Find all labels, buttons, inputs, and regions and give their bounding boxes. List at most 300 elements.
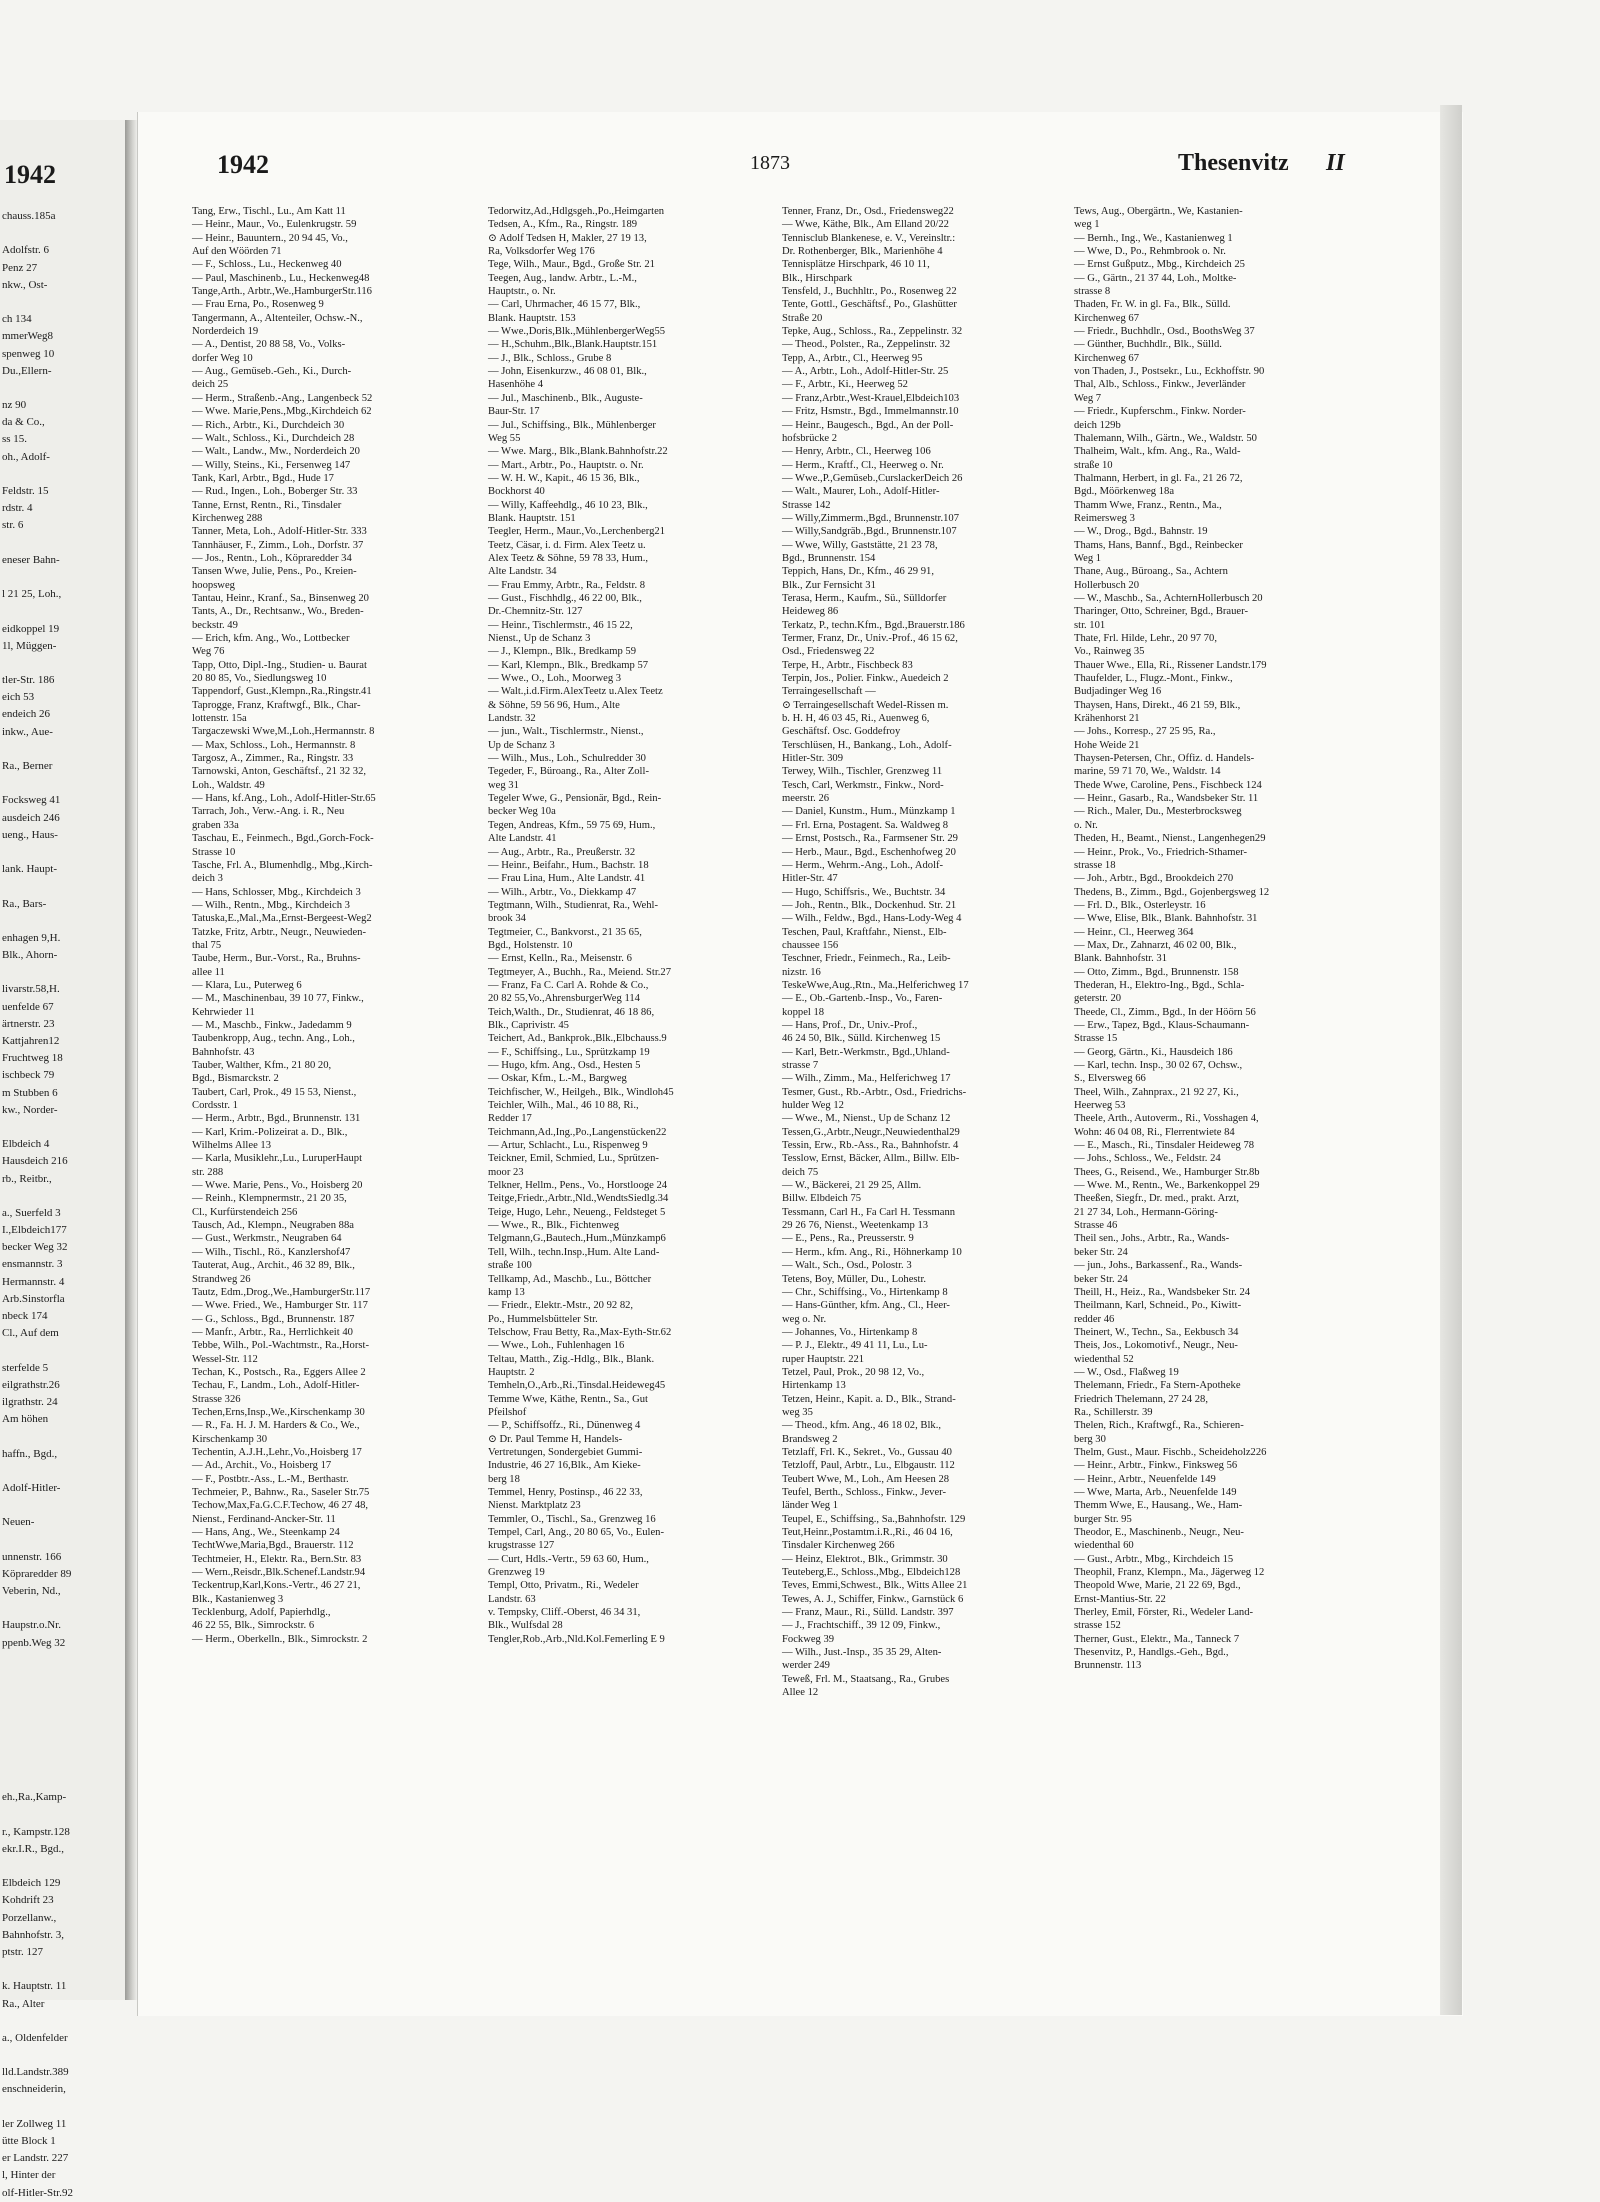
directory-entry-line: — Herm., Arbtr., Bgd., Brunnenstr. 131 bbox=[192, 1113, 361, 1125]
directory-entry-line: — Jul., Schiffsing., Blk., Mühlenberger bbox=[488, 419, 656, 431]
directory-entry-line: Tengler,Rob.,Arb.,Nld.Kol.Femerling E 9 bbox=[488, 1633, 665, 1645]
directory-entry-line: chaussee 156 bbox=[782, 939, 839, 951]
directory-entry-line: — Curt, Hdls.-Vertr., 59 63 60, Hum., bbox=[488, 1553, 649, 1565]
directory-entry-line: — J., Klempn., Blk., Bredkamp 59 bbox=[488, 646, 637, 658]
directory-entry-line: Theinert, W., Techn., Sa., Eekbusch 34 bbox=[1074, 1326, 1239, 1338]
left-page-fragment bbox=[2, 225, 73, 242]
directory-entry-line: Taprogge, Franz, Kraftwgf., Blk., Char- bbox=[192, 699, 361, 711]
directory-entry-line: Hirtenkamp 13 bbox=[782, 1380, 846, 1392]
directory-entry-line: — Frl. D., Blk., Osterleystr. 16 bbox=[1074, 899, 1206, 911]
directory-entry-line: — Ernst, Kelln., Ra., Meisenstr. 6 bbox=[488, 953, 632, 965]
directory-entry-line: Teupel, E., Schiffsing., Sa.,Bahnhofstr. 129 bbox=[782, 1513, 966, 1525]
directory-entry-line: — Franz, Fa C. Carl A. Rohde & Co., bbox=[488, 979, 649, 991]
directory-entry-line: Tetzel, Paul, Prok., 20 98 12, Vo., bbox=[782, 1366, 925, 1378]
directory-entry-line: — Wwe.,P.,Gemüseb.,CurslackerDeich 26 bbox=[782, 472, 963, 484]
left-page-fragment: Neuen- bbox=[2, 1516, 35, 1529]
directory-entry-line: — Aug., Gemüseb.-Geh., Ki., Durch- bbox=[192, 366, 352, 378]
directory-entry-line: Osd., Friedensweg 22 bbox=[782, 646, 875, 658]
left-page-fragment: r., Kampstr.128 bbox=[2, 1825, 70, 1838]
directory-entry-line: Thalemann, Wilh., Gärtn., We., Waldstr. 50 bbox=[1074, 432, 1257, 444]
left-page-fragment bbox=[2, 913, 73, 930]
left-page-fragment: ptstr. 127 bbox=[2, 1945, 43, 1958]
directory-entry-line: Tesmer, Gust., Rb.-Arbtr., Osd., Friedrichs- bbox=[782, 1086, 967, 1098]
directory-entry-line: — Frau Lina, Hum., Alte Landstr. 41 bbox=[488, 873, 646, 885]
left-page-fragment bbox=[2, 1703, 73, 1720]
directory-entry-line: Landstr. 32 bbox=[488, 713, 536, 725]
directory-entry-line: — Theod., Polster., Ra., Zeppelinstr. 32 bbox=[782, 339, 951, 351]
directory-entry-line: Theede, Cl., Zimm., Bgd., In der Höörn 56 bbox=[1074, 1006, 1256, 1018]
directory-entry-line: lottenstr. 15a bbox=[192, 713, 247, 725]
directory-entry-line: Tegeler Wwe, G., Pensionär, Bgd., Rein- bbox=[488, 793, 662, 805]
directory-entry-line: Tessen,G.,Arbtr.,Neugr.,Neuwiedenthal29 bbox=[782, 1126, 960, 1138]
directory-entry-line: Up de Schanz 3 bbox=[488, 739, 555, 751]
left-page-fragment bbox=[2, 535, 73, 552]
left-page-fragment bbox=[2, 1188, 73, 1205]
directory-entry-line: — Karl, Klempn., Blk., Bredkamp 57 bbox=[488, 659, 649, 671]
directory-entry-line: Dr.-Chemnitz-Str. 127 bbox=[488, 606, 583, 618]
directory-entry-line: Teubert Wwe, M., Loh., Am Heesen 28 bbox=[782, 1473, 950, 1485]
directory-entry-line: — Wwe. M., Rentn., We., Barkenkoppel 29 bbox=[1074, 1180, 1260, 1192]
directory-entry-line: 29 26 76, Nienst., Weetenkamp 13 bbox=[782, 1220, 929, 1232]
directory-entry-line: Telgmann,G.,Bautech.,Hum.,Münzkamp6 bbox=[488, 1233, 666, 1245]
directory-entry-line: Kirschenkamp 30 bbox=[192, 1433, 268, 1445]
directory-entry-line: — Ad., Archit., Vo., Hoisberg 17 bbox=[192, 1460, 332, 1472]
page-number: 1873 bbox=[750, 152, 790, 174]
directory-entry-line: Tensfeld, J., Buchhltr., Po., Rosenweg 22 bbox=[782, 286, 957, 298]
directory-entry-line: Wilhelms Allee 13 bbox=[192, 1140, 272, 1152]
directory-entry-line: Teuteberg,E., Schloss.,Mbg., Elbdeich128 bbox=[782, 1567, 961, 1579]
left-page-fragment: eh.,Ra.,Kamp- bbox=[2, 1791, 67, 1804]
directory-entry-line: — Wilh., Feldw., Bgd., Hans-Lody-Weg 4 bbox=[782, 913, 962, 925]
directory-entry-line: — Otto, Zimm., Bgd., Brunnenstr. 158 bbox=[1074, 966, 1239, 978]
left-page-fragment: ütte Block 1 bbox=[2, 2135, 56, 2147]
left-page-fragment bbox=[2, 1497, 73, 1514]
page-year: 1942 bbox=[217, 150, 269, 179]
directory-entry-line: — Günther, Buchhdlr., Blk., Sülld. bbox=[1074, 339, 1222, 351]
left-page-fragment: ensmannstr. 3 bbox=[2, 1258, 63, 1271]
directory-entry-line: TeskeWwe,Aug.,Rtn., Ma.,Helferichweg 17 bbox=[782, 979, 969, 991]
directory-entry-line: str. 101 bbox=[1074, 619, 1106, 631]
left-page-fragment: kw., Norder- bbox=[2, 1103, 58, 1116]
left-page-fragment: Kohdrift 23 bbox=[2, 1894, 54, 1907]
directory-entry-line: Weg 55 bbox=[488, 432, 521, 444]
left-page-fragment bbox=[2, 1806, 73, 1823]
left-page-fragment: Veberin, Nd., bbox=[2, 1585, 61, 1597]
left-page-fragment: enhagen 9,H. bbox=[2, 931, 61, 944]
directory-entry-line: Kirchenweg 67 bbox=[1074, 312, 1140, 324]
directory-column-2 bbox=[488, 205, 777, 1646]
directory-entry-line: — Fritz, Hsmstr., Bgd., Immelmannstr.10 bbox=[782, 406, 959, 418]
directory-entry-line: Landstr. 63 bbox=[488, 1593, 536, 1605]
directory-entry-line: Thees, G., Reisend., We., Hamburger Str.8b bbox=[1074, 1166, 1260, 1178]
directory-entry-line: S., Elversweg 66 bbox=[1074, 1073, 1146, 1085]
left-page-fragment: tler-Str. 186 bbox=[2, 674, 55, 687]
left-page-fragment: Elbdeich 129 bbox=[2, 1877, 61, 1890]
directory-entry-line: Tannhäuser, F., Zimm., Loh., Dorfstr. 37 bbox=[192, 539, 364, 551]
directory-entry-line: Tetzlaff, Frl. K., Sekret., Vo., Gussau 40 bbox=[782, 1446, 952, 1458]
left-page-fragment: Blk., Ahorn- bbox=[2, 949, 58, 962]
directory-entry-line: — M., Maschb., Finkw., Jadedamm 9 bbox=[192, 1019, 352, 1031]
directory-entry-line: — Willy, Steins., Ki., Fersenweg 147 bbox=[192, 459, 351, 471]
directory-entry-line: Thal, Alb., Schloss., Finkw., Jeverländer bbox=[1074, 379, 1246, 391]
directory-entry-line: Strasse 46 bbox=[1074, 1220, 1118, 1232]
directory-entry-line: — Walt., Landw., Mw., Norderdeich 20 bbox=[192, 446, 360, 458]
directory-entry-line: beker Str. 24 bbox=[1074, 1273, 1128, 1285]
directory-entry-line: — Johs., Korresp., 27 25 95, Ra., bbox=[1074, 726, 1216, 738]
directory-entry-line: — Wwe. Fried., We., Hamburger Str. 117 bbox=[192, 1300, 368, 1312]
directory-entry-line: Taschau, E., Feinmech., Bgd.,Gorch-Fock- bbox=[192, 833, 374, 845]
directory-entry-line: Teetz, Cäsar, i. d. Firm. Alex Teetz u. bbox=[488, 539, 646, 551]
directory-entry-line: Tangermann, A., Altenteiler, Ochsw.-N., bbox=[192, 312, 363, 324]
directory-entry-line: wiedenthal 60 bbox=[1074, 1540, 1134, 1552]
directory-entry-line: redder 46 bbox=[1074, 1313, 1115, 1325]
directory-entry-line: Tetzloff, Paul, Arbtr., Lu., Elbgaustr. 112 bbox=[782, 1460, 955, 1472]
left-page-fragment bbox=[2, 1652, 73, 1669]
directory-entry-line: Hauptstr. 2 bbox=[488, 1366, 535, 1378]
directory-entry-line: — Friedr., Buchhdlr., Osd., BoothsWeg 37 bbox=[1074, 326, 1255, 338]
directory-entry-line: Tebbe, Wilh., Pol.-Wachtmstr., Ra.,Horst- bbox=[192, 1340, 369, 1352]
directory-entry-line: — Friedr., Kupferschm., Finkw. Norder- bbox=[1074, 406, 1246, 418]
directory-entry-line: Tegtmann, Wilh., Studienrat, Ra., Wehl- bbox=[488, 899, 659, 911]
directory-entry-line: Tennisclub Blankenese, e. V., Vereinsltr.: bbox=[782, 232, 956, 244]
directory-entry-line: von Thaden, J., Postsekr., Lu., Eckhoffstr. 90 bbox=[1074, 366, 1265, 378]
directory-entry-line: — Herb., Maur., Bgd., Eschenhofweg 20 bbox=[782, 846, 956, 858]
directory-entry-line: — Hugo, Schiffsris., We., Buchtstr. 34 bbox=[782, 886, 946, 898]
left-page-fragment bbox=[2, 964, 73, 981]
left-page-fragment: Ra., Bars- bbox=[2, 897, 47, 910]
directory-entry-line: Hauptstr., o. Nr. bbox=[488, 286, 556, 298]
directory-entry-line: Teichler, Wilh., Mal., 46 10 88, Ri., bbox=[488, 1100, 639, 1112]
directory-entry-line: — Aug., Arbtr., Ra., Preußerstr. 32 bbox=[488, 846, 636, 858]
directory-entry-line: Tauber, Walther, Kfm., 21 80 20, bbox=[192, 1060, 332, 1071]
left-page-fragment: a., Suerfeld 3 bbox=[2, 1206, 61, 1219]
left-page-fragment: chauss.185a bbox=[2, 210, 56, 222]
directory-entry-line: — Wwe. Marie,Pens.,Mbg.,Kirchdeich 62 bbox=[192, 406, 372, 418]
directory-entry-line: strasse 7 bbox=[782, 1060, 819, 1071]
left-page-fragment: Hausdeich 216 bbox=[2, 1155, 68, 1168]
directory-entry-line: — Hans, Prof., Dr., Univ.-Prof., bbox=[782, 1019, 918, 1031]
directory-entry-line: — Johannes, Vo., Hirtenkamp 8 bbox=[782, 1326, 918, 1338]
left-page-fragment: str. 6 bbox=[2, 519, 24, 532]
directory-entry-line: — Frau Erna, Po., Rosenweg 9 bbox=[192, 299, 324, 311]
directory-entry-line: dorfer Weg 10 bbox=[192, 352, 253, 364]
directory-entry-line: Bgd., Bismarckstr. 2 bbox=[192, 1073, 279, 1085]
directory-entry-line: — Karl, Krim.-Polizeirat a. D., Blk., bbox=[192, 1126, 348, 1138]
directory-entry-line: — W. H. W., Kapit., 46 15 36, Blk., bbox=[488, 472, 640, 484]
left-page-fragment: eilgrathstr.26 bbox=[2, 1378, 60, 1391]
left-page-fragment bbox=[2, 1721, 73, 1738]
directory-entry-line: Nienst., Up de Schanz 3 bbox=[488, 633, 591, 644]
directory-entry-line: Teufel, Berth., Schloss., Finkw., Jever- bbox=[782, 1487, 947, 1498]
directory-entry-line: berg 30 bbox=[1074, 1433, 1106, 1445]
directory-entry-line: brook 34 bbox=[488, 913, 526, 925]
directory-entry-line: hulder Weg 12 bbox=[782, 1100, 844, 1112]
directory-entry-line: — Ernst, Postsch., Ra., Farmsener Str. 29 bbox=[782, 833, 958, 845]
left-page-fragment bbox=[2, 1669, 73, 1686]
directory-entry-line: marine, 59 71 70, We., Waldstr. 14 bbox=[1074, 766, 1221, 778]
directory-entry-line: — Manfr., Arbtr., Ra., Herrlichkeit 40 bbox=[192, 1326, 353, 1338]
directory-entry-line: — Wwe, Willy, Gaststätte, 21 23 78, bbox=[782, 539, 938, 551]
left-page-fragment: eich 53 bbox=[2, 691, 35, 704]
directory-entry-line: Brandsweg 2 bbox=[782, 1433, 838, 1445]
directory-entry-line: weg 31 bbox=[488, 779, 519, 791]
directory-entry-line: — Wilh., Just.-Insp., 35 35 29, Alten- bbox=[782, 1647, 942, 1659]
left-page-fragment: da & Co., bbox=[2, 416, 45, 429]
directory-entry-line: — Mart., Arbtr., Po., Hauptstr. o. Nr. bbox=[488, 459, 644, 471]
directory-entry-line: Thesenvitz, P., Handlgs.-Geh., Bgd., bbox=[1074, 1647, 1229, 1659]
directory-entry-line: Pfeilshof bbox=[488, 1406, 527, 1418]
directory-entry-line: Telschow, Frau Betty, Ra.,Max-Eyth-Str.62 bbox=[488, 1326, 672, 1338]
left-page-fragment: Focksweg 41 bbox=[2, 794, 61, 807]
directory-entry-line: Bockhorst 40 bbox=[488, 486, 545, 498]
directory-entry-line: — Joh., Arbtr., Bgd., Brookdeich 270 bbox=[1074, 873, 1234, 885]
directory-entry-line: — Herm., Wehrm.-Ang., Loh., Adolf- bbox=[782, 859, 944, 871]
directory-entry-line: Kehrwieder 11 bbox=[192, 1006, 255, 1018]
directory-entry-line: Thelm, Gust., Maur. Fischb., Scheideholz226 bbox=[1074, 1446, 1267, 1458]
left-page-fragment bbox=[2, 1738, 73, 1755]
directory-entry-line: Thaysen-Petersen, Chr., Offiz. d. Handels- bbox=[1074, 753, 1255, 765]
directory-entry-line: Tecklenburg, Adolf, Papierhdlg., bbox=[192, 1607, 331, 1619]
directory-entry-line: Theel, Wilh., Zahnprax., 21 92 27, Ki., bbox=[1074, 1086, 1239, 1098]
directory-entry-line: — P. J., Elektr., 49 41 11, Lu., Lu- bbox=[782, 1340, 928, 1352]
left-page-fragment bbox=[2, 655, 73, 672]
directory-entry-line: koppel 18 bbox=[782, 1006, 825, 1018]
directory-entry-line: Auf den Wöörden 71 bbox=[192, 246, 282, 258]
directory-entry-line: Cordsstr. 1 bbox=[192, 1100, 238, 1112]
directory-entry-line: — Theod., kfm. Ang., 46 18 02, Blk., bbox=[782, 1420, 942, 1432]
directory-entry-line: Teschner, Friedr., Feinmech., Ra., Leib- bbox=[782, 953, 951, 965]
directory-entry-line: Teckentrup,Karl,Kons.-Vertr., 46 27 21, bbox=[192, 1580, 361, 1592]
directory-entry-line: Theodor, E., Maschinenb., Neugr., Neu- bbox=[1074, 1527, 1244, 1539]
left-page-fragment: ischbeck 79 bbox=[2, 1069, 55, 1082]
left-page-fragment: Ra., Alter bbox=[2, 1997, 45, 2010]
left-page-fragment: livarstr.58,H. bbox=[2, 983, 60, 996]
left-page-fragment: Cl., Auf dem bbox=[2, 1327, 59, 1340]
directory-entry-line: — Jos., Rentn., Loh., Köpraredder 34 bbox=[192, 552, 352, 564]
directory-entry-line: Fockweg 39 bbox=[782, 1633, 835, 1645]
left-page-fragment: eneser Bahn- bbox=[2, 553, 60, 566]
directory-entry-line: Thamm Wwe, Franz., Rentn., Ma., bbox=[1074, 499, 1222, 511]
directory-entry-line: Tetens, Boy, Müller, Du., Lohestr. bbox=[782, 1273, 927, 1285]
directory-entry-line: — Wern.,Reisdr.,Blk.Schenef.Landstr.94 bbox=[192, 1567, 366, 1579]
directory-entry-line: Tell, Wilh., techn.Insp.,Hum. Alte Land- bbox=[488, 1246, 660, 1258]
directory-entry-line: — John, Eisenkurzw., 46 08 01, Blk., bbox=[488, 366, 647, 378]
directory-entry-line: Hollerbusch 20 bbox=[1074, 579, 1140, 591]
directory-entry-line: Bgd., Brunnenstr. 154 bbox=[782, 552, 876, 564]
directory-entry-line: Targaczewski Wwe,M.,Loh.,Hermannstr. 8 bbox=[192, 726, 375, 738]
left-page-fragment: uenfelde 67 bbox=[2, 1000, 54, 1013]
directory-entry-line: Teppich, Hans, Dr., Kfm., 46 29 91, bbox=[782, 566, 934, 578]
left-page-fragment: Am höhen bbox=[2, 1413, 49, 1426]
directory-entry-line: Redder 17 bbox=[488, 1113, 532, 1125]
left-page-fragment: rb., Reitbr., bbox=[2, 1172, 52, 1185]
directory-entry-line: Terschlüsen, H., Bankang., Loh., Adolf- bbox=[782, 739, 952, 751]
directory-entry-line: — Herm., Straßenb.-Ang., Langenbeck 52 bbox=[192, 392, 373, 404]
directory-entry-line: Blk., Zur Fernsicht 31 bbox=[782, 579, 876, 591]
left-page-fragment: nkw., Ost- bbox=[2, 278, 48, 291]
directory-entry-line: — Heinr., Cl., Heerweg 364 bbox=[1074, 926, 1194, 938]
directory-entry-line: Tellkamp, Ad., Maschb., Lu., Böttcher bbox=[488, 1273, 652, 1285]
directory-entry-line: Tange,Arth., Arbtr.,We.,HamburgerStr.116 bbox=[192, 286, 372, 298]
directory-entry-line: Teltau, Matth., Zig.-Hdlg., Blk., Blank. bbox=[488, 1353, 655, 1365]
directory-entry-line: weg o. Nr. bbox=[782, 1313, 827, 1325]
left-page-edge bbox=[0, 120, 125, 2199]
directory-entry-line: — Walt., Maurer, Loh., Adolf-Hitler- bbox=[782, 486, 940, 498]
directory-entry-line: Thelen, Rich., Kraftwgf., Ra., Schieren- bbox=[1074, 1420, 1244, 1432]
directory-entry-line: Tempel, Carl, Ang., 20 80 65, Vo., Eulen- bbox=[488, 1527, 665, 1539]
directory-entry-line: Nienst. Marktplatz 23 bbox=[488, 1500, 581, 1512]
directory-entry-line: Blank. Hauptstr. 151 bbox=[488, 512, 576, 524]
directory-entry-line: Terpin, Jos., Polier. Finkw., Auedeich 2 bbox=[782, 673, 949, 685]
directory-entry-line: Temheln,O.,Arb.,Ri.,Tinsdal.Heideweg45 bbox=[488, 1380, 666, 1392]
left-page-fragment: Penz 27 bbox=[2, 261, 38, 274]
left-page-fragment: Bahnhofstr. 3, bbox=[2, 1928, 65, 1941]
directory-entry-line: Geschäftsf. Osc. Goddefroy bbox=[782, 726, 901, 738]
directory-entry-line: Blk., Kastanienweg 3 bbox=[192, 1593, 284, 1605]
directory-entry-line: Norderdeich 19 bbox=[192, 326, 259, 338]
directory-entry-line: — Erich, kfm. Ang., Wo., Lottbecker bbox=[192, 633, 350, 644]
directory-entry-line: 46 22 55, Blk., Simrockstr. 6 bbox=[192, 1620, 315, 1632]
directory-entry-line: länder Weg 1 bbox=[782, 1500, 839, 1512]
directory-entry-line: Templ, Otto, Privatm., Ri., Wedeler bbox=[488, 1580, 639, 1592]
directory-entry-line: Tang, Erw., Tischl., Lu., Am Katt 11 bbox=[192, 206, 346, 217]
left-page-fragment: Elbdeich 4 bbox=[2, 1138, 50, 1151]
directory-entry-line: — Hans, Ang., We., Steenkamp 24 bbox=[192, 1527, 340, 1539]
directory-entry-line: Tennisplätze Hirschpark, 46 10 11, bbox=[782, 259, 930, 271]
book-gutter bbox=[125, 120, 137, 2000]
left-page-fragment bbox=[2, 1755, 73, 1772]
directory-entry-line: Techtmeier, H., Elektr. Ra., Bern.Str. 83 bbox=[192, 1553, 362, 1565]
directory-entry-line: Temme Wwe, Käthe, Rentn., Sa., Gut bbox=[488, 1393, 648, 1405]
left-page-fragment: lld.Landstr.389 bbox=[2, 2066, 69, 2079]
left-page-fragment: Arb.Sinstorfla bbox=[2, 1292, 65, 1305]
directory-entry-line: ⊙ Dr. Paul Temme H, Handels- bbox=[488, 1433, 623, 1445]
directory-entry-line: ⊙ Terraingesellschaft Wedel-Rissen m. bbox=[782, 699, 949, 711]
directory-entry-line: Cl., Kurfürstendeich 256 bbox=[192, 1206, 298, 1218]
left-page-fragment: oh., Adolf- bbox=[2, 450, 50, 463]
directory-entry-line: Hohe Weide 21 bbox=[1074, 739, 1140, 751]
directory-entry-line: deich 129b bbox=[1074, 419, 1121, 431]
directory-entry-line: Techmeier, P., Bahnw., Ra., Saseler Str.75 bbox=[192, 1487, 370, 1498]
directory-entry-line: — Karl, techn. Insp., 30 02 67, Ochsw., bbox=[1074, 1060, 1243, 1071]
directory-entry-line: — A., Arbtr., Loh., Adolf-Hitler-Str. 25 bbox=[782, 366, 949, 378]
directory-entry-line: Tharinger, Otto, Schreiner, Bgd., Brauer- bbox=[1074, 606, 1248, 618]
directory-entry-line: Tedorwitz,Ad.,Hdlgsgeh.,Po.,Heimgarten bbox=[488, 206, 665, 217]
directory-entry-line: Thalmann, Herbert, in gl. Fa., 21 26 72, bbox=[1074, 472, 1243, 484]
directory-entry-line: Weg 76 bbox=[192, 646, 225, 658]
left-page-fragment: Fruchtweg 18 bbox=[2, 1052, 63, 1065]
directory-entry-line: ruper Hauptstr. 221 bbox=[782, 1353, 865, 1365]
directory-entry-line: Strasse 10 bbox=[192, 846, 236, 858]
directory-entry-line: beker Str. 24 bbox=[1074, 1246, 1128, 1258]
directory-entry-line: Techow,Max,Fa.G.C.F.Techow, 46 27 48, bbox=[192, 1500, 369, 1512]
directory-entry-line: Tedsen, A., Kfm., Ra., Ringstr. 189 bbox=[488, 219, 638, 231]
directory-entry-line: — J., Frachtschiff., 39 12 09, Finkw., bbox=[782, 1620, 941, 1632]
directory-entry-line: Techen,Erns,Insp.,We.,Kirschenkamp 30 bbox=[192, 1406, 365, 1418]
directory-entry-line: Weg 7 bbox=[1074, 392, 1102, 404]
directory-entry-line: Bgd., Holstenstr. 10 bbox=[488, 939, 573, 951]
directory-entry-line: krugstrasse 127 bbox=[488, 1540, 555, 1552]
directory-entry-line: Teegler, Herm., Maur.,Vo.,Lerchenberg21 bbox=[488, 526, 666, 538]
left-page-fragment: enschneiderin, bbox=[2, 2083, 66, 2096]
directory-entry-line: Teitge,Friedr.,Arbtr.,Nld.,WendtsSiedlg.34 bbox=[488, 1193, 669, 1205]
directory-entry-line: — F., Postbtr.-Ass., L.-M., Berthastr. bbox=[192, 1473, 349, 1485]
directory-entry-line: — Klara, Lu., Puterweg 6 bbox=[192, 979, 302, 991]
directory-entry-line: Blk., Wulfsdal 28 bbox=[488, 1620, 563, 1632]
directory-entry-line: — Wwe., R., Blk., Fichtenweg bbox=[488, 1220, 620, 1232]
directory-entry-line: Tansen Wwe, Julie, Pens., Po., Kreien- bbox=[192, 566, 357, 578]
left-page-fragment: rdstr. 4 bbox=[2, 502, 33, 515]
left-page-fragment bbox=[2, 1858, 73, 1875]
left-page-fragment: l 21 25, Loh., bbox=[2, 588, 62, 601]
directory-entry-line: Heerweg 53 bbox=[1074, 1100, 1126, 1112]
directory-entry-line: Kirchenweg 67 bbox=[1074, 352, 1140, 364]
directory-entry-line: Hasenhöhe 4 bbox=[488, 379, 544, 391]
directory-entry-line: allee 11 bbox=[192, 966, 225, 978]
left-page-fragment: endeich 26 bbox=[2, 708, 50, 721]
directory-entry-line: Strasse 15 bbox=[1074, 1033, 1118, 1045]
directory-entry-line: — Reinh., Klempnermstr., 21 20 35, bbox=[192, 1193, 347, 1205]
directory-entry-line: Tessin, Erw., Rb.-Ass., Ra., Bahnhofstr. 4 bbox=[782, 1140, 959, 1152]
left-page-fragment: unnenstr. 166 bbox=[2, 1550, 62, 1563]
directory-entry-line: Themm Wwe, E., Hausang., We., Ham- bbox=[1074, 1500, 1243, 1512]
directory-entry-line: Thauer Wwe., Ella, Ri., Rissener Landstr.179 bbox=[1074, 659, 1267, 671]
directory-entry-line: Allee 12 bbox=[782, 1687, 819, 1699]
directory-entry-line: Temmler, O., Tischl., Sa., Grenzweg 16 bbox=[488, 1513, 656, 1525]
left-page-fragment: mmerWeg8 bbox=[2, 330, 54, 343]
left-page-fragment: Porzellanw., bbox=[2, 1911, 57, 1924]
left-page-fragment: sterfelde 5 bbox=[2, 1361, 49, 1374]
directory-entry-line: Teich,Walth., Dr., Studienrat, 46 18 86, bbox=[488, 1006, 655, 1018]
directory-entry-line: Ernst-Mantius-Str. 22 bbox=[1074, 1593, 1166, 1605]
directory-entry-line: — Heinr., Gasarb., Ra., Wandsbeker Str. 11 bbox=[1074, 793, 1259, 805]
directory-entry-line: Tepke, Aug., Schloss., Ra., Zeppelinstr. 32 bbox=[782, 326, 963, 338]
left-page-fragment: nbeck 174 bbox=[2, 1310, 48, 1322]
directory-entry-line: Bgd., Möörkenweg 18a bbox=[1074, 486, 1175, 498]
directory-entry-line: werder 249 bbox=[782, 1660, 830, 1672]
directory-entry-line: str. 288 bbox=[192, 1166, 224, 1178]
directory-entry-line: weg 1 bbox=[1074, 219, 1100, 231]
directory-entry-line: — Heinr., Tischlermstr., 46 15 22, bbox=[488, 619, 633, 631]
directory-entry-line: Strasse 326 bbox=[192, 1393, 241, 1405]
directory-entry-line: Thede Wwe, Caroline, Pens., Fischbeck 124 bbox=[1074, 779, 1262, 791]
directory-entry-line: Tatuska,E.,Mal.,Ma.,Ernst-Bergeest-Weg2 bbox=[192, 913, 372, 925]
directory-entry-line: Termer, Franz, Dr., Univ.-Prof., 46 15 62, bbox=[782, 633, 958, 644]
directory-entry-line: Terkatz, P., techn.Kfm., Bgd.,Brauerstr.186 bbox=[782, 619, 965, 631]
directory-entry-line: — W., Bäckerei, 21 29 25, Allm. bbox=[782, 1180, 922, 1192]
directory-entry-line: 20 80 85, Vo., Siedlungsweg 10 bbox=[192, 673, 327, 685]
left-page-fragment: inkw., Aue- bbox=[2, 725, 53, 738]
directory-entry-line: — Daniel, Kunstm., Hum., Münzkamp 1 bbox=[782, 806, 956, 818]
directory-entry-line: — E., Masch., Ri., Tinsdaler Heideweg 78 bbox=[1074, 1140, 1255, 1152]
directory-entry-line: — Wwe, Marta, Arb., Neuenfelde 149 bbox=[1074, 1487, 1237, 1498]
directory-entry-line: — Wilh., Arbtr., Vo., Diekkamp 47 bbox=[488, 886, 637, 898]
directory-entry-line: Tetzen, Heinr., Kapit. a. D., Blk., Strand- bbox=[782, 1393, 956, 1405]
directory-entry-line: Teichmann,Ad.,Ing.,Po.,Langenstücken22 bbox=[488, 1126, 667, 1138]
directory-entry-line: Techan, K., Postsch., Ra., Eggers Allee 2 bbox=[192, 1366, 366, 1378]
directory-entry-line: Alte Landstr. 41 bbox=[488, 833, 557, 845]
directory-entry-line: Tank, Karl, Arbtr., Bgd., Hude 17 bbox=[192, 472, 334, 484]
left-page-fragment bbox=[2, 1119, 73, 1136]
directory-entry-line: Taube, Herm., Bur.-Vorst., Ra., Bruhns- bbox=[192, 953, 361, 965]
directory-entry-line: Tanne, Ernst, Rentn., Ri., Tinsdaler bbox=[192, 499, 342, 511]
directory-entry-line: — J., Blk., Schloss., Grube 8 bbox=[488, 352, 612, 364]
directory-entry-line: Theopold Wwe, Marie, 21 22 69, Bgd., bbox=[1074, 1580, 1241, 1592]
directory-entry-line: — Rich., Maler, Du., Mesterbrocksweg bbox=[1074, 806, 1242, 818]
left-page-fragment: l, Hinter der bbox=[2, 2169, 56, 2182]
left-page-fragment: ler Zollweg 11 bbox=[2, 2117, 67, 2130]
directory-entry-line: — Jul., Maschinenb., Blk., Auguste- bbox=[488, 392, 643, 404]
